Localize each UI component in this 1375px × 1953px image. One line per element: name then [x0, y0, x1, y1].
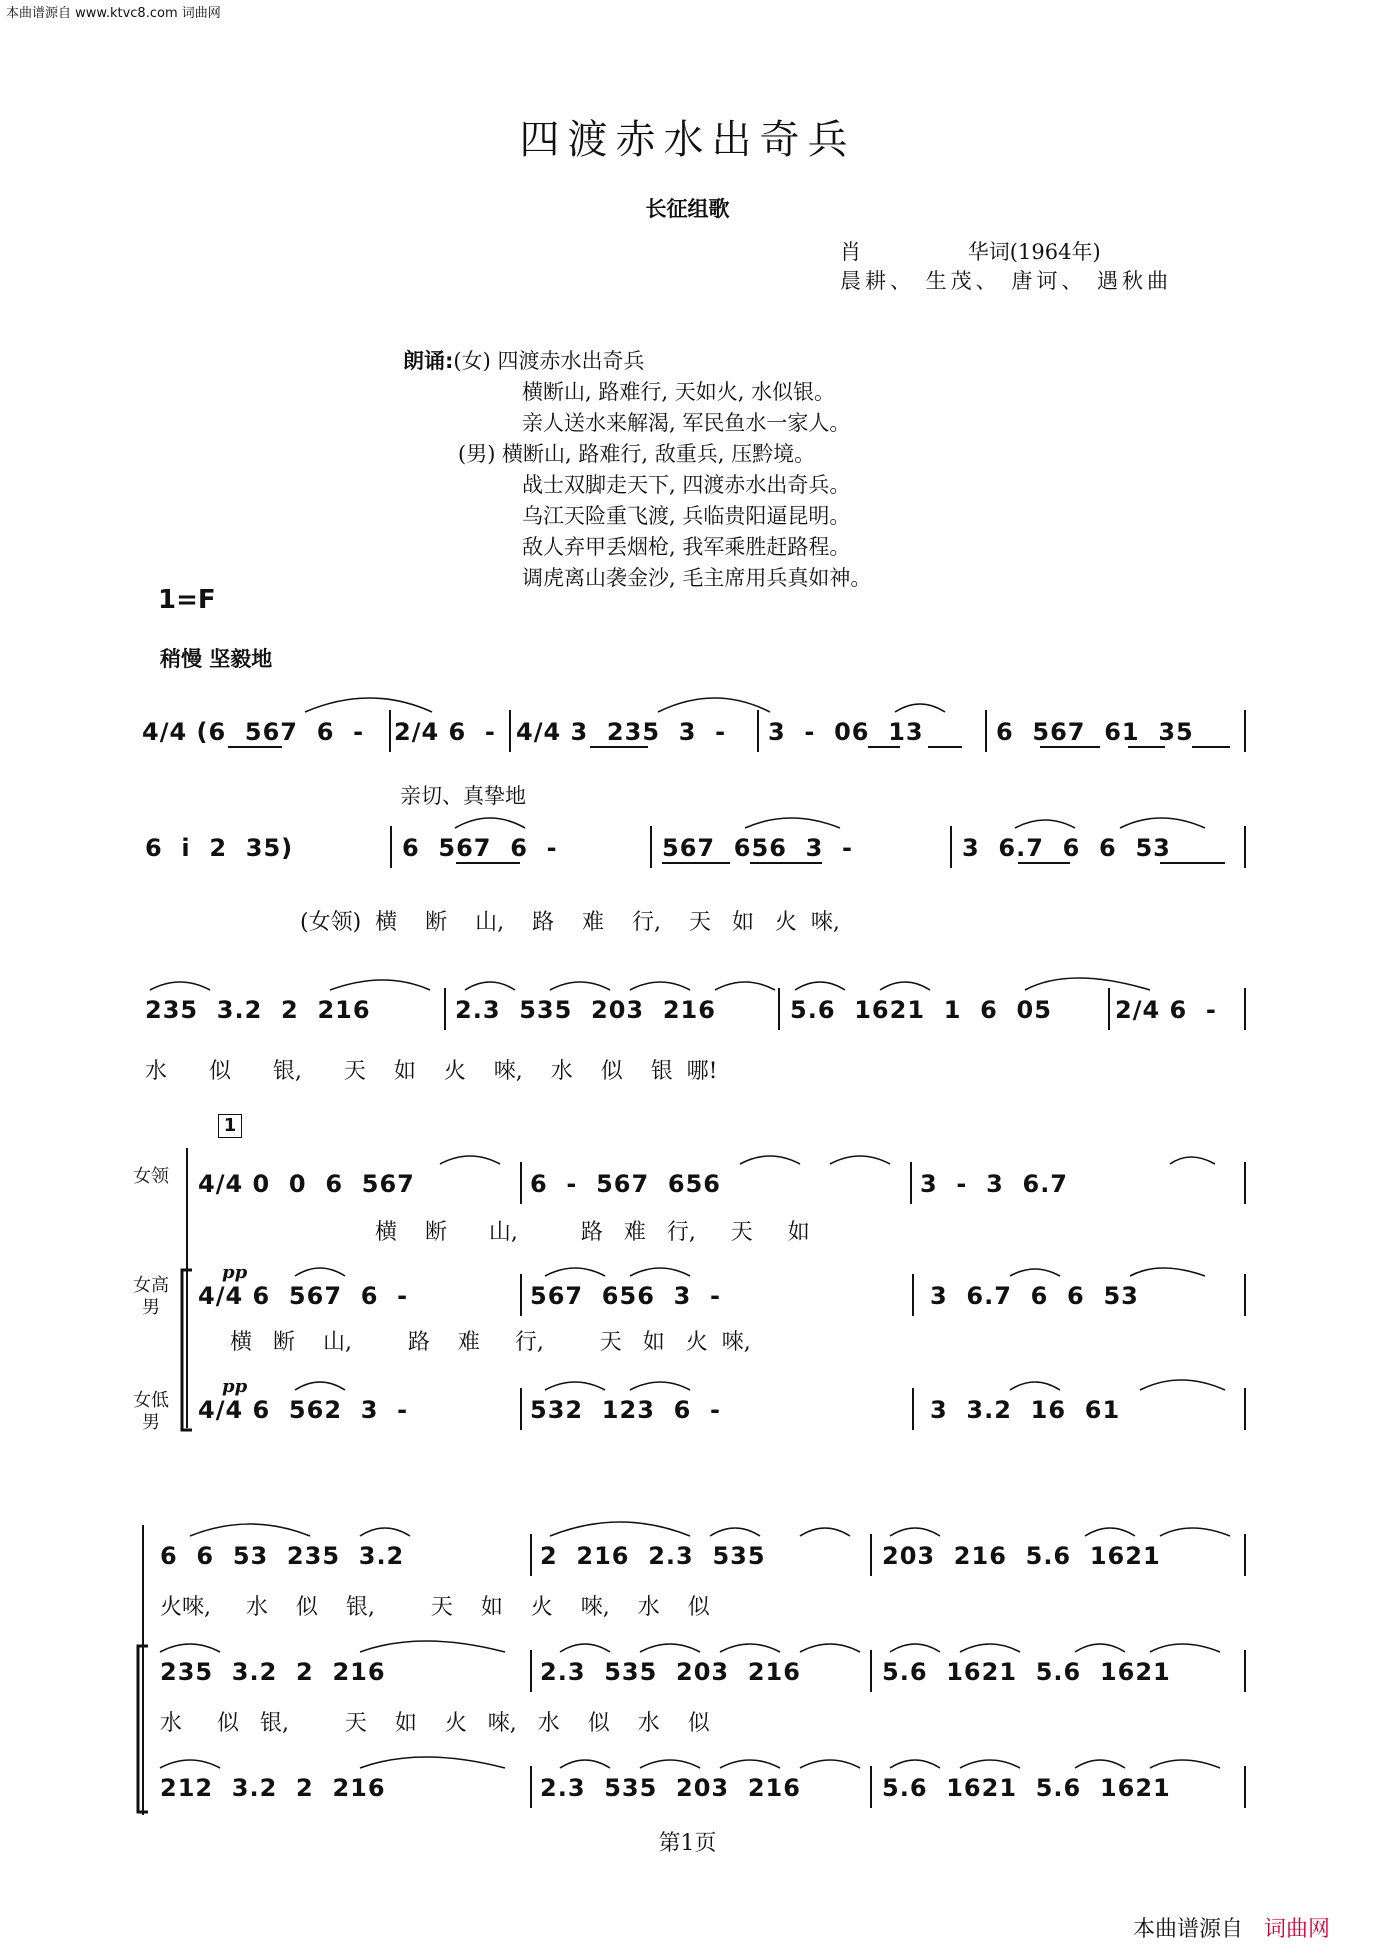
dynamic-marking: pp	[222, 1376, 248, 1397]
part-label-male: 男	[142, 1297, 160, 1318]
slur-arc	[1120, 818, 1205, 828]
slur-arc	[630, 982, 690, 990]
slur-arc	[295, 1382, 345, 1390]
recitation-line: 亲人送水来解渴, 军民鱼水一家人。	[522, 411, 851, 435]
lyric-line: 火唻, 水 似 银, 天 如 火 唻, 水 似	[160, 1595, 710, 1620]
measure: 3 6.7 6 6 53	[962, 834, 1171, 862]
part-label-register: 低	[151, 1390, 169, 1411]
lyric-line: 水 似 银, 天 如 火 唻, 水 似 银 哪!	[145, 1059, 718, 1084]
slur-arc	[1140, 1380, 1225, 1390]
slur-arc	[800, 1644, 860, 1652]
slur-arc	[800, 1760, 860, 1768]
slur-arc	[295, 1268, 345, 1276]
slur-arc	[305, 698, 432, 712]
slur-arc	[360, 1641, 505, 1652]
lyric-line: 水 似 银, 天 如 火 唻, 水 似 水 似	[160, 1711, 710, 1736]
slur-arc	[880, 982, 930, 990]
slur-arc	[800, 1528, 850, 1536]
part-label-female: 女	[133, 1390, 151, 1411]
slur-arc	[440, 1156, 500, 1164]
slur-arc	[890, 1528, 940, 1536]
measure: 6 - 567 656	[530, 1170, 721, 1198]
measure: 6 567 61 35	[996, 718, 1194, 746]
measure: 2 216 2.3 535	[540, 1542, 766, 1570]
slur-arc	[360, 1757, 505, 1768]
lyric-line: 横 断 山, 路 难 行, 天 如	[375, 1220, 810, 1245]
slur-arc	[630, 1382, 690, 1390]
slur-arc	[830, 1156, 890, 1164]
slur-arc	[330, 980, 430, 990]
slur-arc	[630, 1268, 690, 1276]
dynamic-marking: pp	[222, 1262, 248, 1283]
slur-arc	[960, 1760, 1020, 1768]
measure: 532 123 6 -	[530, 1396, 721, 1424]
measure: 2.3 535 203 216	[540, 1774, 801, 1802]
footer-source	[1133, 1912, 1330, 1943]
part-label-register: 高	[151, 1275, 169, 1296]
song-title: 四渡赤水出奇兵	[519, 117, 856, 163]
measure: 5.6 1621 1 6 05	[790, 996, 1052, 1024]
measure: 4/4 3 235 3 -	[516, 718, 727, 746]
slur-arc	[360, 1528, 410, 1536]
recitation-line: (男) 横断山, 路难行, 敌重兵, 压黔境。	[458, 442, 816, 466]
slur-arc	[1085, 1528, 1135, 1536]
recitation-line: 敌人弃甲丢烟枪, 我军乘胜赶路程。	[522, 535, 851, 559]
measure: 235 3.2 2 216	[145, 996, 371, 1024]
measure: 3 3.2 16 61	[930, 1396, 1121, 1424]
expression-marking: 亲切、真挚地	[400, 784, 526, 808]
slur-arc	[545, 1382, 605, 1390]
recitation-label: 朗诵:	[403, 349, 454, 373]
song-subtitle: 长征组歌	[645, 197, 730, 221]
lyric-line: (女领) 横 断 山, 路 难 行, 天 如 火 唻,	[300, 910, 840, 935]
measure: 3 - 06 13	[768, 718, 924, 746]
slur-arc	[1075, 1760, 1125, 1768]
slur-arc	[550, 1522, 690, 1536]
slur-arc	[1170, 1157, 1215, 1164]
part-label-male: 男	[142, 1412, 160, 1433]
measure: 2.3 535 203 216	[455, 996, 716, 1024]
lyricist-credit: 肖 华词(1964年)	[840, 240, 1101, 264]
measure: 6 i 2 35)	[145, 834, 294, 862]
slur-arc	[160, 1760, 220, 1768]
measure: 2/4 6 -	[394, 718, 496, 746]
slur-arc	[560, 1644, 610, 1652]
measure: 4/4 6 567 6 -	[198, 1282, 409, 1310]
slur-arc	[190, 1524, 310, 1536]
slur-arc	[658, 698, 770, 712]
recitation-line: 调虎离山袭金沙, 毛主席用兵真如神。	[522, 566, 872, 590]
measure: 5.6 1621 5.6 1621	[882, 1774, 1171, 1802]
slur-arc	[715, 982, 775, 990]
measure: 567 656 3 -	[530, 1282, 721, 1310]
slur-arc	[545, 1268, 605, 1276]
slur-arc	[560, 1760, 610, 1768]
slur-arc	[640, 1644, 700, 1652]
part-label-lead: 女领	[133, 1166, 169, 1187]
slur-arc	[745, 818, 840, 828]
slur-arc	[1160, 1528, 1230, 1536]
page-number: 第1页	[658, 1831, 717, 1856]
slur-arc	[795, 982, 845, 990]
slur-arc	[1130, 1268, 1205, 1276]
slur-arc	[455, 818, 525, 828]
slur-arc	[1025, 978, 1150, 990]
tempo-marking: 稍慢 坚毅地	[160, 647, 273, 671]
slur-arc	[1150, 1644, 1220, 1652]
slur-arc	[890, 1760, 940, 1768]
slur-arc	[465, 982, 515, 990]
recitation-line: 横断山, 路难行, 天如火, 水似银。	[522, 380, 836, 404]
lyric-line: 横 断 山, 路 难 行, 天 如 火 唻,	[230, 1330, 751, 1355]
footer-left: 本曲谱源自	[1133, 1917, 1244, 1942]
measure: 4/4 6 562 3 -	[198, 1396, 409, 1424]
slur-arc	[1010, 1269, 1060, 1276]
key-signature: 1=F	[158, 585, 216, 615]
measure: 2.3 535 203 216	[540, 1658, 801, 1686]
slur-arc	[550, 982, 610, 990]
slur-arc	[890, 1644, 940, 1652]
choir-bracket	[182, 1270, 192, 1430]
part-label-female: 女	[133, 1275, 151, 1296]
measure: 2/4 6 -	[1115, 996, 1217, 1024]
slur-arc	[1010, 1382, 1060, 1390]
recitation-line: (女) 四渡赤水出奇兵	[453, 349, 645, 373]
measure: 3 - 3 6.7	[920, 1170, 1069, 1198]
measure: 203 216 5.6 1621	[882, 1542, 1161, 1570]
slur-arc	[1075, 1644, 1125, 1652]
measure: 3 6.7 6 6 53	[930, 1282, 1139, 1310]
choir-bracket	[138, 1646, 148, 1812]
slur-arc	[720, 1760, 780, 1768]
slur-arc	[740, 1156, 800, 1164]
measure: 567 656 3 -	[662, 834, 853, 862]
recitation-line: 战士双脚走天下, 四渡赤水出奇兵。	[522, 473, 851, 497]
source-line: 本曲谱源自 www.ktvc8.com 词曲网	[6, 6, 221, 21]
measure: 212 3.2 2 216	[160, 1774, 386, 1802]
slur-arc	[640, 1760, 700, 1768]
slur-arc	[960, 1644, 1020, 1652]
measure: 4/4 (6 567 6 -	[142, 718, 365, 746]
composer-credit: 晨耕、 生茂、 唐诃、 遇秋曲	[840, 269, 1173, 293]
slur-arc	[150, 982, 210, 990]
slur-arc	[1150, 1760, 1220, 1768]
rehearsal-mark: 1	[218, 1114, 242, 1138]
measure: 235 3.2 2 216	[160, 1658, 386, 1686]
slur-arc	[710, 1528, 760, 1536]
measure: 4/4 0 0 6 567	[198, 1170, 415, 1198]
measure: 6 567 6 -	[402, 834, 558, 862]
measure: 5.6 1621 5.6 1621	[882, 1658, 1171, 1686]
slur-arc	[1015, 820, 1075, 828]
measure: 6 6 53 235 3.2	[160, 1542, 405, 1570]
slur-arc	[720, 1644, 780, 1652]
footer-site: 词曲网	[1264, 1917, 1331, 1942]
slur-arc	[895, 704, 945, 712]
recitation-line: 乌江天险重飞渡, 兵临贵阳逼昆明。	[522, 504, 851, 528]
slur-arc	[160, 1644, 220, 1652]
